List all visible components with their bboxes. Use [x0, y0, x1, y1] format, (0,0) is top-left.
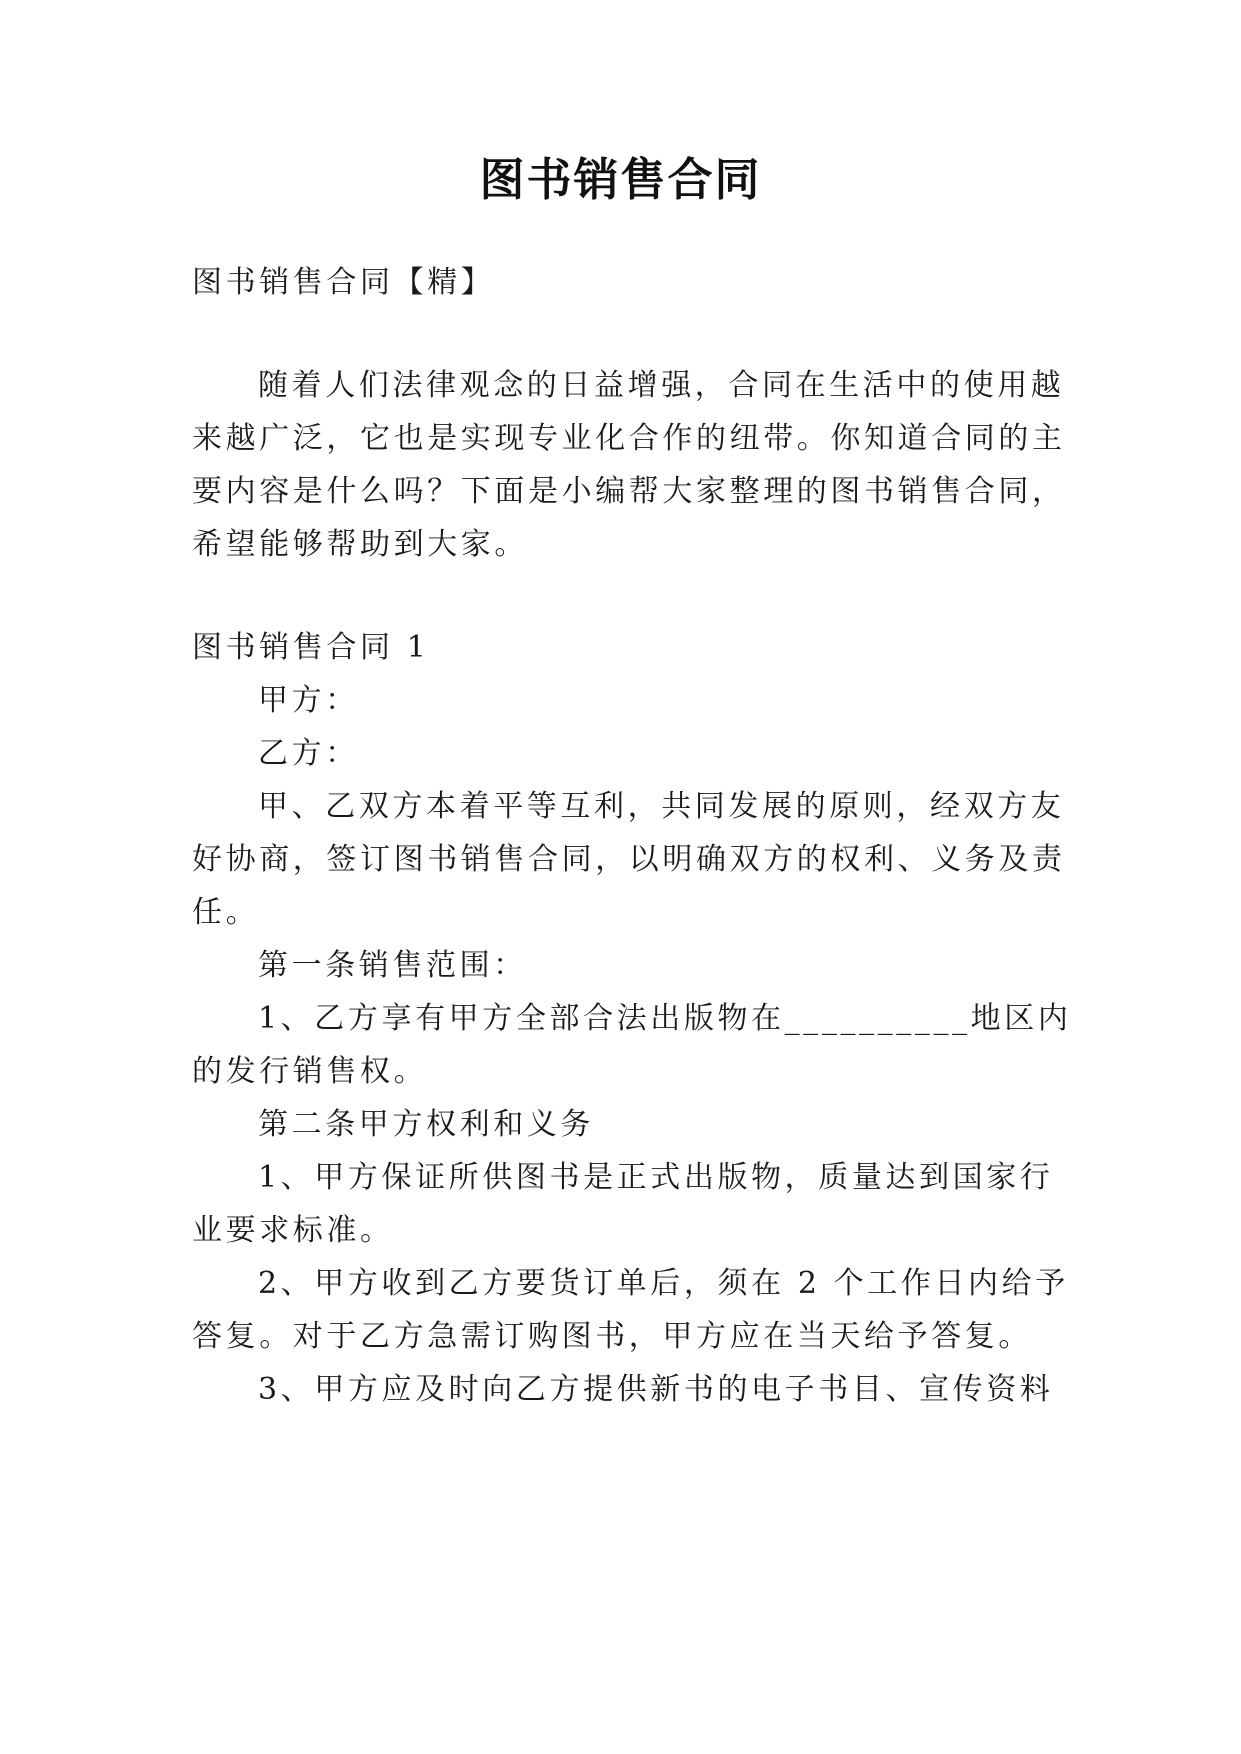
preamble-line-2: 好协商，签订图书销售合同，以明确双方的权利、义务及责 [192, 842, 1066, 877]
preamble-line-3: 任。 [192, 895, 260, 930]
section-heading: 图书销售合同 1 [192, 630, 430, 665]
party-a-line: 甲方： [258, 683, 359, 718]
article-2-item-2-line-1: 2、甲方收到乙方要货订单后，须在 2 个工作日内给予 [258, 1266, 1069, 1301]
party-b-line: 乙方： [258, 736, 359, 771]
subtitle-line: 图书销售合同【精】 [192, 265, 495, 300]
intro-line-4: 希望能够帮助到大家。 [192, 527, 528, 562]
intro-line-3: 要内容是什么吗？下面是小编帮大家整理的图书销售合同， [192, 474, 1066, 509]
article-1-heading: 第一条销售范围： [258, 948, 527, 983]
article-2-item-1-line-1: 1、甲方保证所供图书是正式出版物，质量达到国家行 [258, 1160, 1054, 1195]
article-2-item-3-line-1: 3、甲方应及时向乙方提供新书的电子书目、宣传资料 [258, 1372, 1054, 1407]
intro-line-1: 随着人们法律观念的日益增强，合同在生活中的使用越 [258, 368, 1065, 403]
article-1-item-1-line-2: 的发行销售权。 [192, 1054, 428, 1089]
document-title: 图书销售合同 [479, 153, 762, 206]
article-2-item-2-line-2: 答复。对于乙方急需订购图书，甲方应在当天给予答复。 [192, 1319, 1032, 1354]
article-2-heading: 第二条甲方权利和义务 [258, 1107, 594, 1142]
article-1-item-1-line-1: 1、乙方享有甲方全部合法出版物在__________地区内 [258, 1001, 1072, 1036]
article-2-item-1-line-2: 业要求标准。 [192, 1213, 394, 1248]
preamble-line-1: 甲、乙双方本着平等互利，共同发展的原则，经双方友 [258, 789, 1065, 824]
intro-line-2: 来越广泛，它也是实现专业化合作的纽带。你知道合同的主 [192, 421, 1066, 456]
